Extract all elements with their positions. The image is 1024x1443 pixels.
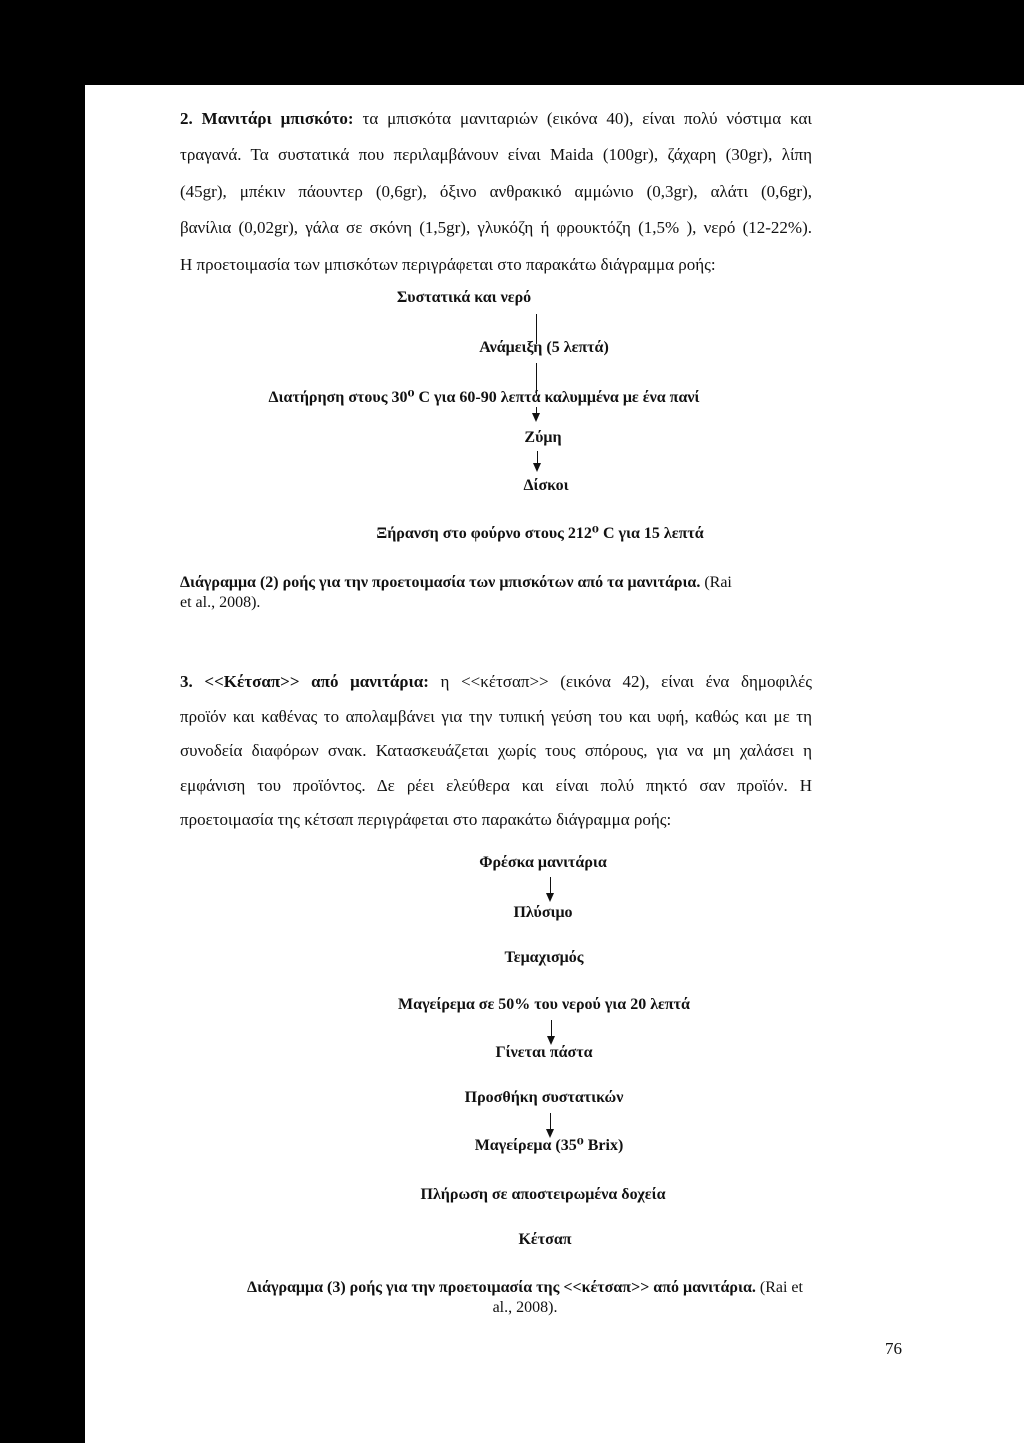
section-2-number: 2.	[180, 109, 193, 128]
section-3-line-3: συνοδεία διαφόρων σνακ. Κατασκευάζεται χωρίς τους σπόρους, για να μη χαλάσει η	[180, 741, 812, 761]
diagram-2-caption-ref: (Rai	[700, 574, 732, 591]
diagram-3-caption-title: Διάγραμμα (3) ροής για την προετοιμασία της <<κέτσαπ>> από μανιτάρια.	[247, 1279, 756, 1296]
diagram-2-caption-title: Διάγραμμα (2) ροής για την προετοιμασία των μπισκότων από τα μανιτάρια.	[180, 574, 701, 591]
section-2-heading: Μανιτάρι μπισκότο:	[201, 109, 354, 128]
diagram-2-step-drying: Ξήρανση στο φούρνο στους 212⁰ C για 15 λεπτά	[376, 525, 704, 542]
diagram-3-step-ketchup: Κέτσαπ	[518, 1231, 572, 1248]
diagram-3-caption-ref: (Rai et	[755, 1279, 803, 1296]
arrow-down-icon	[532, 413, 540, 422]
section-2-line-1	[180, 101, 812, 137]
diagram-3-step-washing: Πλύσιμο	[513, 904, 573, 921]
diagram-2-caption	[180, 573, 840, 613]
diagram-2-step-ingredients: Συστατικά και νερό	[396, 289, 532, 306]
page-number: 76	[885, 1339, 902, 1358]
section-3-line-1-text: η <<κέτσαπ>> (εικόνα 42), είναι ένα δημοφιλές	[428, 672, 812, 691]
diagram-2-caption-ref-cont: et al., 2008).	[180, 594, 261, 611]
section-2-paragraph	[180, 101, 812, 283]
diagram-3-caption-ref-cont: al., 2008).	[492, 1299, 558, 1316]
arrow-down-icon	[533, 463, 541, 472]
section-3-line-2: προϊόν και καθένας το απολαμβάνει για την τυπική γεύση του και υφή, καθώς και με τη	[180, 706, 812, 726]
section-3-heading: <<Κέτσαπ>> από μανιτάρια:	[204, 672, 429, 691]
section-3-number: 3.	[180, 672, 193, 691]
section-3-paragraph	[180, 665, 812, 838]
diagram-3-step-filling: Πλήρωση σε αποστειρωμένα δοχεία	[420, 1186, 666, 1203]
document-page	[85, 85, 1024, 1443]
diagram-3-step-fresh-mushrooms: Φρέσκα μανιτάρια	[479, 854, 607, 871]
diagram-2-step-mixing: Ανάμειξη (5 λεπτά)	[479, 339, 609, 356]
section-3-line-1	[180, 665, 812, 700]
diagram-2-step-dough: Ζύμη	[524, 429, 562, 446]
section-2-line-1-text: τα μπισκότα μανιταριών (εικόνα 40), είναι πολύ νόστιμα και	[353, 109, 812, 128]
diagram-3-step-paste: Γίνεται πάστα	[495, 1044, 593, 1061]
section-2-line-4: βανίλια (0,02gr), γάλα σε σκόνη (1,5gr), γλυκόζη ή φρουκτόζη (1,5% ), νερό (12-22%).	[180, 218, 812, 238]
section-3-line-5: προετοιμασία της κέτσαπ περιγράφεται στο παρακάτω διάγραμμα ροής:	[180, 810, 672, 830]
diagram-2-step-discs: Δίσκοι	[523, 477, 569, 494]
section-2-line-2: τραγανά. Τα συστατικά που περιλαμβάνουν είναι Maida (100gr), ζάχαρη (30gr), λίπη	[180, 145, 812, 165]
section-2-line-3: (45gr), μπέκιν πάουντερ (0,6gr), όξινο ανθρακικό αμμώνιο (0,3gr), αλάτι (0,6gr),	[180, 181, 812, 201]
diagram-2-step-resting: Διατήρηση στους 30⁰ C για 60-90 λεπτά καλυμμένα με ένα πανί	[268, 389, 700, 406]
section-3-line-4: εμφάνιση του προϊόντος. Δε ρέει ελεύθερα και είναι πολύ πηκτό σαν προϊόν. Η	[180, 775, 812, 795]
diagram-3-step-chopping: Τεμαχισμός	[504, 949, 584, 966]
diagram-3-step-cooking-brix: Μαγείρεμα (35⁰ Brix)	[474, 1137, 624, 1154]
section-2-line-5: Η προετοιμασία των μπισκότων περιγράφεται στο παρακάτω διάγραμμα ροής:	[180, 254, 716, 274]
arrow-down-icon	[546, 893, 554, 902]
diagram-3-step-add-ingredients: Προσθήκη συστατικών	[464, 1089, 624, 1106]
diagram-3-caption	[185, 1278, 865, 1318]
diagram-3-step-cooking-water: Μαγείρεμα σε 50% του νερού για 20 λεπτά	[398, 996, 690, 1013]
